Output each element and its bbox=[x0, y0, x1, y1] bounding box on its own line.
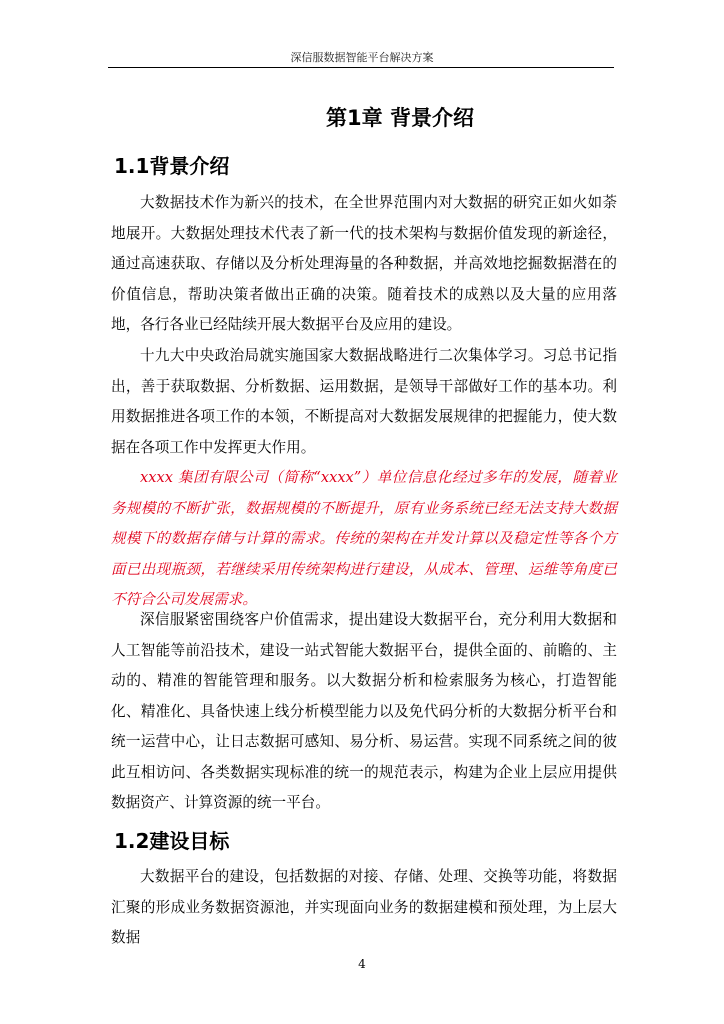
paragraph-national-strategy: 十九大中央政治局就实施国家大数据战略进行二次集体学习。习总书记指出，善于获取数据、分析数据、运用数据，是领导干部做好工作的基本功。利用数据推进各项工作的本领，不断提高对大数据发展规律的把握能力，使大数据在各项工作中发挥更大作用。 bbox=[111, 347, 617, 456]
page-number: 4 bbox=[358, 957, 366, 971]
paragraph-construction-goal: 大数据平台的建设，包括数据的对接、存储、处理、交换等功能，将数据汇聚的形成业务数据资源池，并实现面向业务的数据建模和预处理，为上层大数据 bbox=[111, 868, 617, 946]
section-heading-1-1: 1.1背景介绍 bbox=[114, 154, 230, 178]
paragraph-sangfor-solution: 深信服紧密围绕客户价值需求，提出建设大数据平台，充分利用大数据和人工智能等前沿技术，建设一站式智能大数据平台，提供全面的、前瞻的、主动的、精准的智能管理和服务。以大数据分析和检索服务为核心，打造智能化、精准化、具备快速上线分析模型能力以及免代码分析的大数据分析平台和统一运营中心，让日志数据可感知、易分析、易运营。实现不同系统之间的彼此互相访问、各类数据实现标准的统一的规范表示，构建为企业上层应用提供数据资产、计算资源的统一平台。 bbox=[111, 611, 617, 811]
header-title: 深信服数据智能平台解决方案 bbox=[290, 51, 434, 64]
chapter-title: 第1章 背景介绍 bbox=[326, 106, 474, 130]
paragraph-big-data-intro: 大数据技术作为新兴的技术，在全世界范围内对大数据的研究正如火如荼地展开。大数据处理技术代表了新一代的技术架构与数据价值发现的新途径，通过高速获取、存储以及分析处理海量的各种数据，并高效地挖掘数据潜在的价值信息，帮助决策者做出正确的决策。随着技术的成熟以及大量的应用落地，各行各业已经陆续开展大数据平台及应用的建设。 bbox=[111, 194, 617, 333]
section-heading-1-2: 1.2建设目标 bbox=[114, 829, 230, 853]
paragraph-client-background: xxxx 集团有限公司（简称“xxxx”）单位信息化经过多年的发展，随着业务规模的不断扩张，数据规模的不断提升，原有业务系统已经无法支持大数据规模下的数据存储与计算的需求。传统的架构在并发计算以及稳定性等各个方面已出现瓶颈，若继续采用传统架构进行建设，从成本、管理、运维等角度已不符合公司发展需求。 bbox=[111, 469, 617, 608]
header-divider bbox=[108, 67, 614, 68]
